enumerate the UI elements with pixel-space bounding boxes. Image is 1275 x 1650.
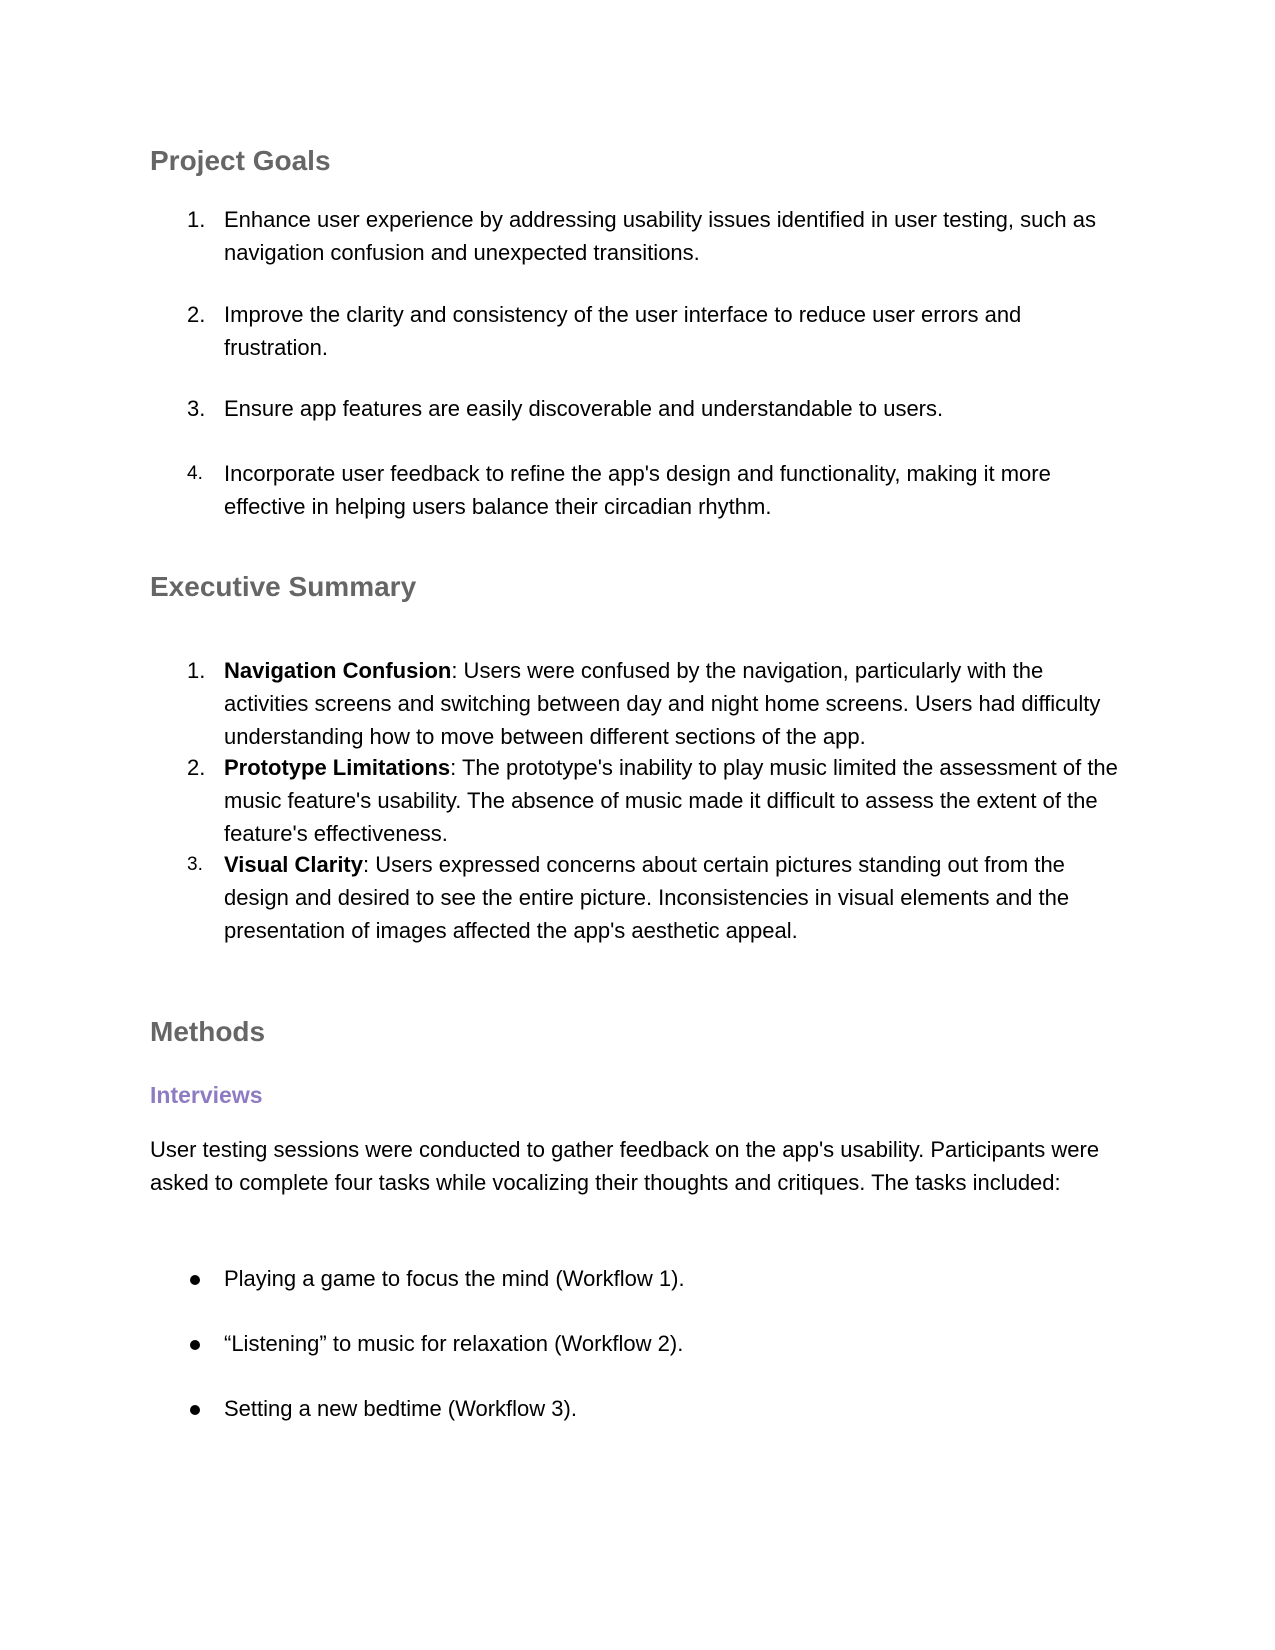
goal-text: Enhance user experience by addressing usability issues identified in user testing, such as navigation confusion and unexpected transitions. — [224, 207, 1096, 265]
bullet-icon — [190, 1275, 200, 1285]
summary-item — [150, 654, 1130, 753]
list-number: 3. — [187, 854, 203, 875]
summary-text — [224, 848, 1130, 947]
summary-item-body: : Users expressed concerns about certain pictures standing out from the design and desired to see the entire picture. Inconsistencies in visual elements and the presentation of images affected the app's aesthetic appeal. — [224, 852, 1070, 943]
list-number: 2. — [187, 755, 206, 780]
list-number: 2. — [187, 302, 206, 327]
summary-item-title: Visual Clarity — [224, 852, 363, 877]
task-item — [150, 1327, 1130, 1360]
summary-item-body: : Users were confused by the navigation, particularly with the activities screens and switching between day and night home screens. Users had difficulty understanding how to move between different sections of the app. — [224, 658, 1101, 749]
interviews-paragraph: User testing sessions were conducted to gather feedback on the app's usability. Participants were asked to complete four tasks while vocalizing their thoughts and critiques. The tasks included: — [150, 1137, 1100, 1195]
task-item — [150, 1392, 1130, 1425]
interviews-heading: Interviews — [150, 1082, 263, 1108]
list-number: 4. — [187, 463, 203, 484]
goal-text: Incorporate user feedback to refine the app's design and functionality, making it more effective in helping users balance their circadian rhythm. — [224, 461, 1051, 519]
goal-item — [150, 203, 1130, 269]
goal-item — [150, 298, 1130, 364]
task-item — [150, 1262, 1130, 1295]
goal-text: Ensure app features are easily discoverable and understandable to users. — [224, 396, 944, 421]
bullet-icon — [190, 1340, 200, 1350]
list-number: 3. — [187, 396, 206, 421]
task-text: Setting a new bedtime (Workflow 3). — [224, 1396, 577, 1421]
list-number: 1. — [187, 658, 206, 683]
summary-item — [150, 751, 1130, 850]
goal-text: Improve the clarity and consistency of the user interface to reduce user errors and frustration. — [224, 302, 1022, 360]
summary-item-body: : The prototype's inability to play music limited the assessment of the music feature's usability. The absence of music made it difficult to assess the extent of the feature's effectiveness. — [224, 755, 1118, 846]
project-goals-heading: Project Goals — [150, 145, 331, 176]
list-number: 1. — [187, 207, 206, 232]
summary-item-title: Prototype Limitations — [224, 755, 451, 780]
goal-item — [150, 457, 1130, 523]
task-text: Playing a game to focus the mind (Workflow 1). — [224, 1266, 685, 1291]
methods-heading: Methods — [150, 1016, 266, 1047]
goal-item — [150, 392, 1130, 425]
summary-item-title: Navigation Confusion — [224, 658, 452, 683]
task-text: “Listening” to music for relaxation (Workflow 2). — [224, 1331, 684, 1356]
summary-item — [150, 848, 1130, 947]
bullet-icon — [190, 1405, 200, 1415]
executive-summary-heading: Executive Summary — [150, 571, 417, 602]
summary-text — [224, 751, 1130, 850]
summary-text — [224, 654, 1130, 753]
